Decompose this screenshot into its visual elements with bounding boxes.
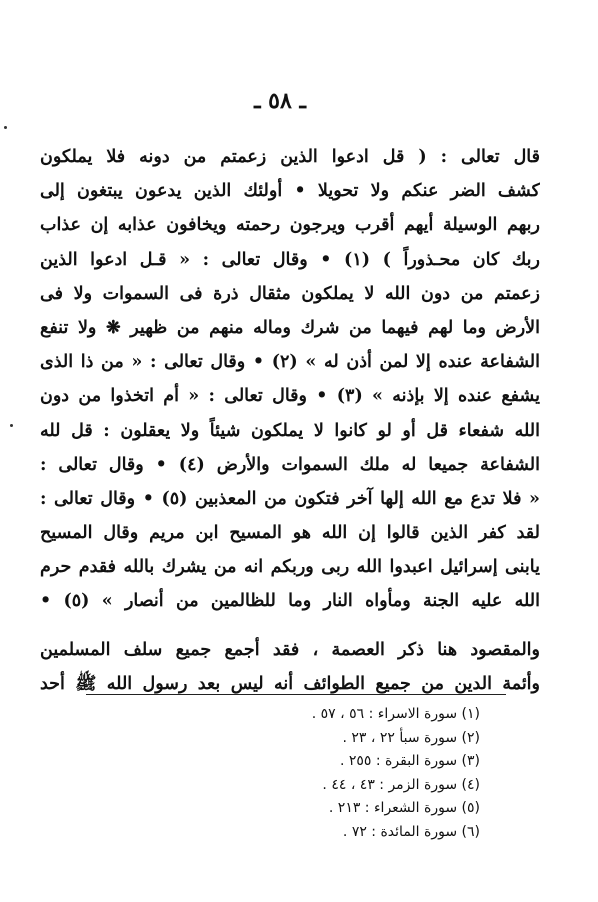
footnote: (١) سورة الاسراء : ٥٦ ، ٥٧ . — [311, 706, 480, 722]
body-line: ربك كان محـذوراً ) (١) • وقال تعالى : « قـل ادعوا الذين — [40, 249, 540, 270]
footnote: (٦) سورة المائدة : ٧٢ . — [342, 823, 480, 840]
body-line: يشفع عنده إلا بإذنه » (٣) • وقال تعالى : « أم اتخذوا من دون — [40, 386, 540, 407]
footnotes — [120, 703, 480, 844]
body-line: « فلا تدع مع الله إلها آخر فتكون من المعذبين (٥) • وقال تعالى : — [40, 488, 540, 509]
footnote: (٥) سورة الشعراء : ٢١٣ . — [328, 800, 480, 816]
body-line: كشف الضر عنكم ولا تحويلا • أولئك الذين يدعون يبتغون إلى — [40, 181, 540, 202]
scan-speck — [4, 126, 7, 129]
scan-speck — [10, 424, 13, 427]
body-line: قال تعالى : ( قل ادعوا الذين زعمتم من دونه فلا يملكون — [40, 147, 540, 167]
footnote: (٤) سورة الزمر : ٤٣ ، ٤٤ . — [322, 776, 480, 793]
footnote-divider — [86, 694, 506, 695]
paragraph-line: والمقصود هنا ذكر العصمة ، فقد أجمع جميع سلف المسلمين — [40, 639, 540, 660]
body-line: الشفاعة عنده إلا لمن أذن له » (٢) • وقال تعالى : « من ذا الذى — [40, 352, 540, 373]
footnote: (٢) سورة سبأ ٢٢ ، ٢٣ . — [342, 729, 480, 746]
body-line: لقد كفر الذين قالوا إن الله هو المسيح ابن مريم وقال المسيح — [40, 523, 540, 544]
body-line: الله شفعاء قل أو لو كانوا لا يملكون شيئاً ولا يعقلون : قل لله — [40, 420, 540, 441]
body-line: ربهم الوسيلة أيهم أقرب ويرجون رحمته ويخافون عذابه إن عذاب — [40, 215, 540, 236]
body-line: زعمتم من دون الله لا يملكون مثقال ذرة فى السموات ولا فى — [40, 283, 540, 304]
footnote: (٣) سورة البقرة : ٢٥٥ . — [339, 753, 480, 769]
body-text — [40, 140, 540, 701]
body-line: يابنى إسرائيل اعبدوا الله ربى وربكم انه من يشرك بالله فقدم حرم — [40, 557, 540, 578]
body-line: الله عليه الجنة ومأواه النار وما للظالمين من أنصار » (٥) • — [40, 591, 540, 612]
body-line: الأرض وما لهم فيهما من شرك وماله منهم من ظهير ❋ ولا تنفع — [40, 317, 540, 338]
page-number: ـ ٥٨ ـ — [254, 88, 306, 114]
paragraph-line: وأئمة الدين من جميع الطوائف أنه ليس بعد رسول الله ﷺ أحد — [40, 673, 540, 694]
body-line: الشفاعة جميعا له ملك السموات والأرض (٤) • وقال تعالى : — [40, 454, 540, 475]
